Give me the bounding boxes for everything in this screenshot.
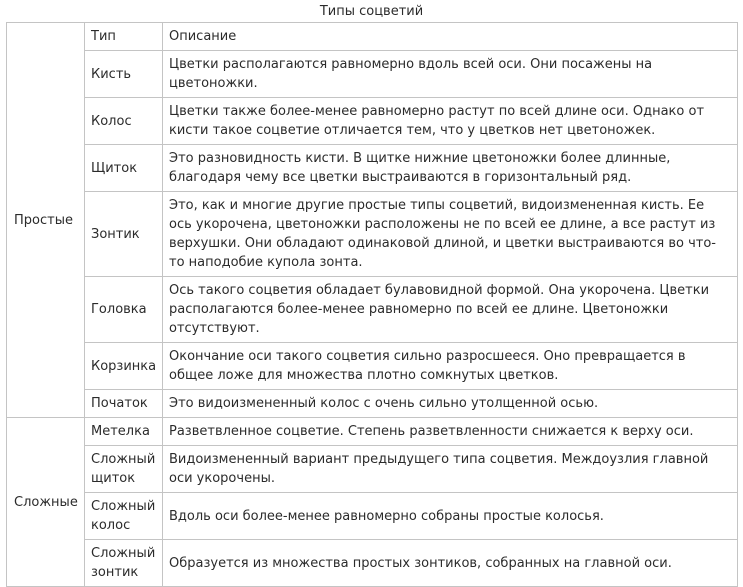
group-cell-simple: Простые — [7, 23, 85, 418]
table-row — [7, 540, 738, 587]
table-row — [7, 390, 738, 418]
description-cell: Это, как и многие другие простые типы соцветий, видоизмененная кисть. Ее ось укорочена, цветоножки расположены не по всей ее длине, а все растут из верхушки. Они обладают одинаковой длиной, и цветки выстраиваются во что-то наподобие купола зонта. — [163, 192, 738, 277]
type-cell: Метелка — [85, 418, 163, 446]
description-cell: Это видоизмененный колос с очень сильно утолщенной осью. — [163, 390, 738, 418]
table-row — [7, 51, 738, 98]
group-cell-complex: Сложные — [7, 418, 85, 587]
table-row — [7, 446, 738, 493]
description-cell: Разветвленное соцветие. Степень разветвленности снижается к верху оси. — [163, 418, 738, 446]
table-row — [7, 493, 738, 540]
table-row — [7, 277, 738, 343]
inflorescence-table — [6, 22, 738, 587]
header-type: Тип — [85, 23, 163, 51]
type-cell: Сложный колос — [85, 493, 163, 540]
table-title: Типы соцветий — [319, 4, 424, 19]
type-cell: Сложный щиток — [85, 446, 163, 493]
description-cell: Цветки располагаются равномерно вдоль всей оси. Они посажены на цветоножки. — [163, 51, 738, 98]
table-row — [7, 343, 738, 390]
header-row — [7, 23, 738, 51]
header-description: Описание — [163, 23, 738, 51]
description-cell: Цветки также более-менее равномерно растут по всей длине оси. Однако от кисти такое соцветие отличается тем, что у цветков нет цветоножек. — [163, 98, 738, 145]
description-cell: Ось такого соцветия обладает булавовидной формой. Она укорочена. Цветки располагаются более-менее равномерно по всей ее длине. Цветоножки отсутствуют. — [163, 277, 738, 343]
table-row — [7, 192, 738, 277]
table-row — [7, 418, 738, 446]
type-cell: Головка — [85, 277, 163, 343]
table-row — [7, 145, 738, 192]
type-cell: Зонтик — [85, 192, 163, 277]
description-cell: Образуется из множества простых зонтиков, собранных на главной оси. — [163, 540, 738, 587]
type-cell: Сложный зонтик — [85, 540, 163, 587]
type-cell: Початок — [85, 390, 163, 418]
description-cell: Это разновидность кисти. В щитке нижние цветоножки более длинные, благодаря чему все цветки выстраиваются в горизонтальный ряд. — [163, 145, 738, 192]
type-cell: Кисть — [85, 51, 163, 98]
description-cell: Окончание оси такого соцветия сильно разросшееся. Оно превращается в общее ложе для множества плотно сомкнутых цветков. — [163, 343, 738, 390]
type-cell: Колос — [85, 98, 163, 145]
type-cell: Корзинка — [85, 343, 163, 390]
description-cell: Видоизмененный вариант предыдущего типа соцветия. Междоузлия главной оси укорочены. — [163, 446, 738, 493]
description-cell: Вдоль оси более-менее равномерно собраны простые колосья. — [163, 493, 738, 540]
table-row — [7, 98, 738, 145]
type-cell: Щиток — [85, 145, 163, 192]
